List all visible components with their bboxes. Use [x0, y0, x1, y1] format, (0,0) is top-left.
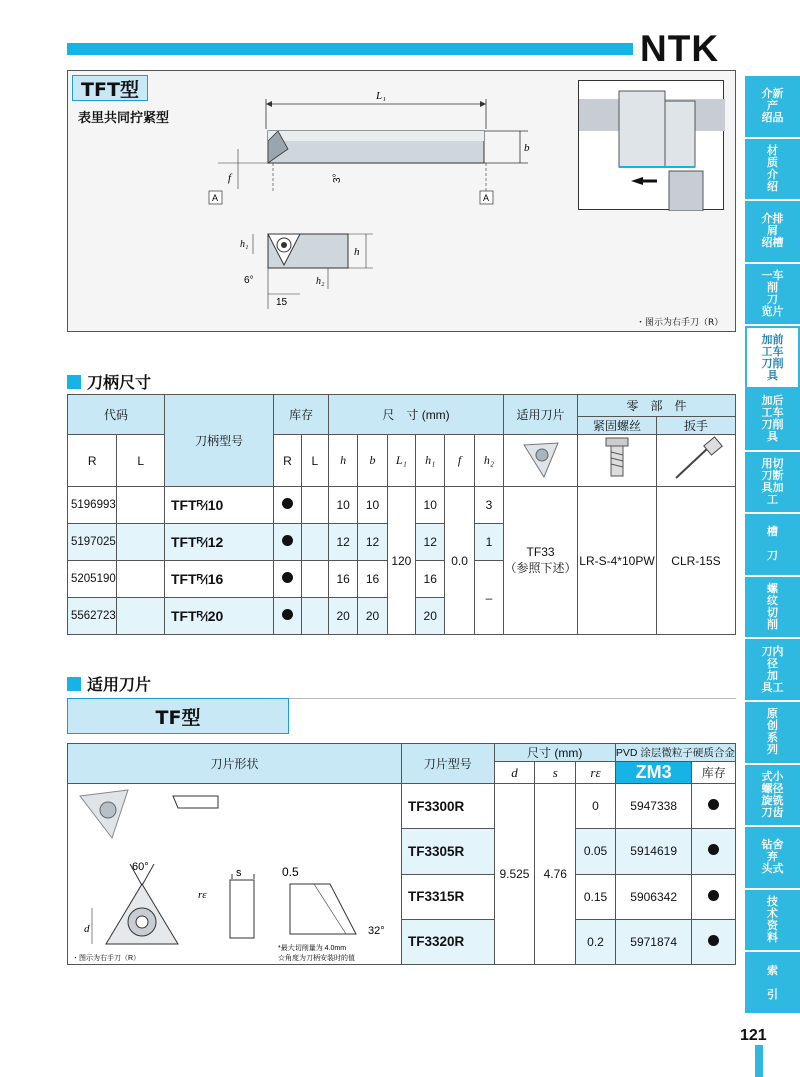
col-dims: 尺 寸 (mm) — [328, 395, 503, 435]
applicable-insert-heading: 适用刀片 — [67, 672, 151, 695]
heading-square-icon — [67, 375, 81, 389]
svg-text:s: s — [236, 867, 242, 879]
insert-type-banner: TF型 — [67, 698, 289, 734]
stock-status — [692, 784, 736, 829]
svg-text:A: A — [212, 193, 219, 203]
code-r: 5196993 — [68, 487, 117, 524]
wrench-image — [656, 435, 735, 487]
col-insert-model: 刀片型号 — [402, 744, 495, 784]
col-parts: 零 部 件 — [578, 395, 736, 417]
table-row: 5197025 TFTᴿ⁄ₗ12 12 12 12 1 — [68, 524, 736, 561]
stock-r — [274, 487, 301, 524]
svg-text:rε: rε — [198, 889, 207, 901]
re-value: 0.2 — [576, 919, 616, 964]
stock-status — [692, 829, 736, 874]
svg-text:☆角度为刀柄安装时的值: ☆角度为刀柄安装时的值 — [278, 955, 355, 962]
code-l — [117, 598, 165, 635]
stock-r — [274, 524, 301, 561]
d-value: 9.525 — [494, 784, 535, 965]
holder-type-title: TFT型 — [72, 75, 148, 101]
table-row — [68, 784, 736, 829]
svg-text:・图示为右手刀（R）: ・图示为右手刀（R） — [72, 955, 141, 962]
screw-image — [578, 435, 657, 487]
brand-logo: NTK — [640, 28, 720, 69]
col-wrench: 扳手 — [656, 417, 735, 435]
side-tab-1[interactable]: 材 质 介 绍 — [745, 139, 800, 202]
svg-text:15: 15 — [276, 297, 288, 308]
side-tab-5[interactable]: 加后 工车 刀削 具 — [745, 389, 800, 452]
dim-L1: L₁ — [376, 90, 386, 102]
dim-f: f — [228, 172, 232, 184]
col-insert: 适用刀片 — [504, 395, 578, 435]
grade-code: 5947338 — [615, 784, 692, 829]
code-l — [117, 487, 165, 524]
svg-text:h₁: h₁ — [240, 239, 249, 250]
code-r: 5197025 — [68, 524, 117, 561]
shank-model: TFTᴿ⁄ₗ16 — [164, 561, 273, 598]
dim-b: b — [524, 142, 530, 154]
re-value: 0.15 — [576, 874, 616, 919]
code-l — [117, 561, 165, 598]
col-screw: 紧固螺丝 — [578, 417, 657, 435]
stock-r — [274, 598, 301, 635]
in-stock-dot-icon — [708, 935, 719, 946]
stock-l — [301, 524, 328, 561]
in-stock-dot-icon — [708, 890, 719, 901]
side-tab-6[interactable]: 用切 刀断 具加 工 — [745, 452, 800, 515]
stock-l — [301, 598, 328, 635]
dim-3deg: 3° — [332, 173, 343, 183]
side-tab-4[interactable]: 加前 工车 刀削 具 — [745, 326, 800, 389]
grade-code: 5914619 — [615, 829, 692, 874]
side-tab-7[interactable]: 槽 刀 — [745, 514, 800, 577]
stock-l — [301, 561, 328, 598]
side-tab-3[interactable]: 一车 削 刀 览片 — [745, 264, 800, 327]
heading-square-icon — [67, 677, 81, 691]
col-insert-shape: 刀片形状 — [68, 744, 402, 784]
svg-text:60°: 60° — [132, 861, 149, 873]
side-tab-0[interactable]: 介新 产 绍品 — [745, 76, 800, 139]
s-value: 4.76 — [535, 784, 576, 965]
insert-table: 刀片形状 刀片型号 尺寸 (mm) PVD 涂层微粒子硬质合金 d s rε ZM3 库存 60° d ・图示为右手刀（R） s rε 0.5 32° *最大切削量为 4.0mm ☆角度为刀柄安装时的值 TF3300R 9.525 4.76 0 5947338 TF3305R 0.05 5914619 TF3315R 0.15 5906342 TF3320R 0.2 5971874 — [67, 743, 736, 965]
screw-code: LR-S-4*10PW — [578, 487, 657, 635]
side-tab-9[interactable]: 刀内 径 加 具工 — [745, 639, 800, 702]
applicable-insert: TF33 （参照下述） — [504, 487, 578, 635]
side-tab-2[interactable]: 介排 屑 绍槽 — [745, 201, 800, 264]
in-stock-dot-icon — [708, 799, 719, 810]
holder-technical-drawing — [198, 79, 618, 329]
shank-model: TFTᴿ⁄ₗ12 — [164, 524, 273, 561]
in-stock-dot-icon — [282, 535, 293, 546]
in-stock-dot-icon — [282, 572, 293, 583]
table-row: 5205190 TFTᴿ⁄ₗ16 16 16 16 – — [68, 561, 736, 598]
side-tab-12[interactable]: 钻舍 弃 头式 — [745, 827, 800, 890]
re-value: 0 — [576, 784, 616, 829]
insert-model: TF3320R — [402, 919, 495, 964]
shank-dimensions-table: 代码 刀柄型号 库存 尺 寸 (mm) 适用刀片 零 部 件 紧固螺丝 扳手 R L R L h b L₁ h₁ f h₂ 5196993 TFTᴿ⁄ₗ10 10 10 120 10 0.0 3 TF33 （参照下述） LR-S-4*10PW CLR-15S 5197025 TFTᴿ⁄ₗ12 12 12 12 1 5205190 TFTᴿ⁄ₗ16 16 16 16 – 5562723 TFTᴿ⁄ₗ20 20 20 20 — [67, 394, 736, 635]
insert-model: TF3300R — [402, 784, 495, 829]
in-stock-dot-icon — [708, 844, 719, 855]
stock-l — [301, 487, 328, 524]
grade-code: 5906342 — [615, 874, 692, 919]
svg-text:h: h — [354, 246, 360, 258]
svg-text:A: A — [483, 193, 490, 203]
insert-shape-drawing — [68, 784, 402, 965]
svg-text:d: d — [84, 923, 90, 935]
code-r: 5205190 — [68, 561, 117, 598]
svg-text:6°: 6° — [244, 275, 254, 286]
shank-model: TFTᴿ⁄ₗ20 — [164, 598, 273, 635]
code-l — [117, 524, 165, 561]
side-tab-11[interactable]: 式小 螺径 旋铣 刀齿 — [745, 765, 800, 828]
f-value: 0.0 — [445, 487, 474, 635]
svg-text:0.5: 0.5 — [282, 865, 299, 879]
stock-status — [692, 919, 736, 964]
insert-model: TF3315R — [402, 874, 495, 919]
insert-image — [504, 435, 578, 487]
grade-code: 5971874 — [615, 919, 692, 964]
side-tab-10[interactable]: 原 创 系 列 — [745, 702, 800, 765]
right-hand-note: ・图示为右手刀（R） — [636, 318, 724, 328]
shank-dimensions-heading: 刀柄尺寸 — [67, 370, 151, 393]
col-stock: 库存 — [274, 395, 329, 435]
code-r: 5562723 — [68, 598, 117, 635]
col-insert-dims: 尺寸 (mm) — [494, 744, 615, 762]
holder-drawing-panel — [67, 70, 736, 332]
in-stock-dot-icon — [282, 498, 293, 509]
side-tab-14[interactable]: 索 引 — [745, 952, 800, 1015]
table-row: 5562723 TFTᴿ⁄ₗ20 20 20 20 — [68, 598, 736, 635]
re-value: 0.05 — [576, 829, 616, 874]
in-stock-dot-icon — [282, 609, 293, 620]
machining-illustration — [578, 80, 724, 210]
col-grade-group: PVD 涂层微粒子硬质合金 — [615, 744, 735, 762]
side-tab-8[interactable]: 螺 纹 切 削 — [745, 577, 800, 640]
top-accent-bar — [67, 43, 633, 55]
svg-text:*最大切削量为 4.0mm: *最大切削量为 4.0mm — [278, 945, 347, 952]
page-number: 121 — [740, 1027, 767, 1044]
grade-zm3: ZM3 — [615, 762, 692, 784]
shank-model: TFTᴿ⁄ₗ10 — [164, 487, 273, 524]
col-model: 刀柄型号 — [164, 395, 273, 487]
table-row: 5196993 TFTᴿ⁄ₗ10 10 10 120 10 0.0 3 TF33 （参照下述） LR-S-4*10PW CLR-15S — [68, 487, 736, 524]
svg-text:h₂: h₂ — [316, 276, 325, 287]
wrench-code: CLR-15S — [656, 487, 735, 635]
holder-type-subtitle: 表里共同拧紧型 — [78, 111, 170, 126]
side-index-nav — [745, 76, 800, 1015]
stock-r — [274, 561, 301, 598]
stock-status — [692, 874, 736, 919]
insert-model: TF3305R — [402, 829, 495, 874]
col-code: 代码 — [68, 395, 165, 435]
page-edge-stripe — [755, 1045, 763, 1077]
svg-text:32°: 32° — [368, 925, 385, 937]
side-tab-13[interactable]: 技 术 资 料 — [745, 890, 800, 953]
L1-value: 120 — [387, 487, 415, 635]
